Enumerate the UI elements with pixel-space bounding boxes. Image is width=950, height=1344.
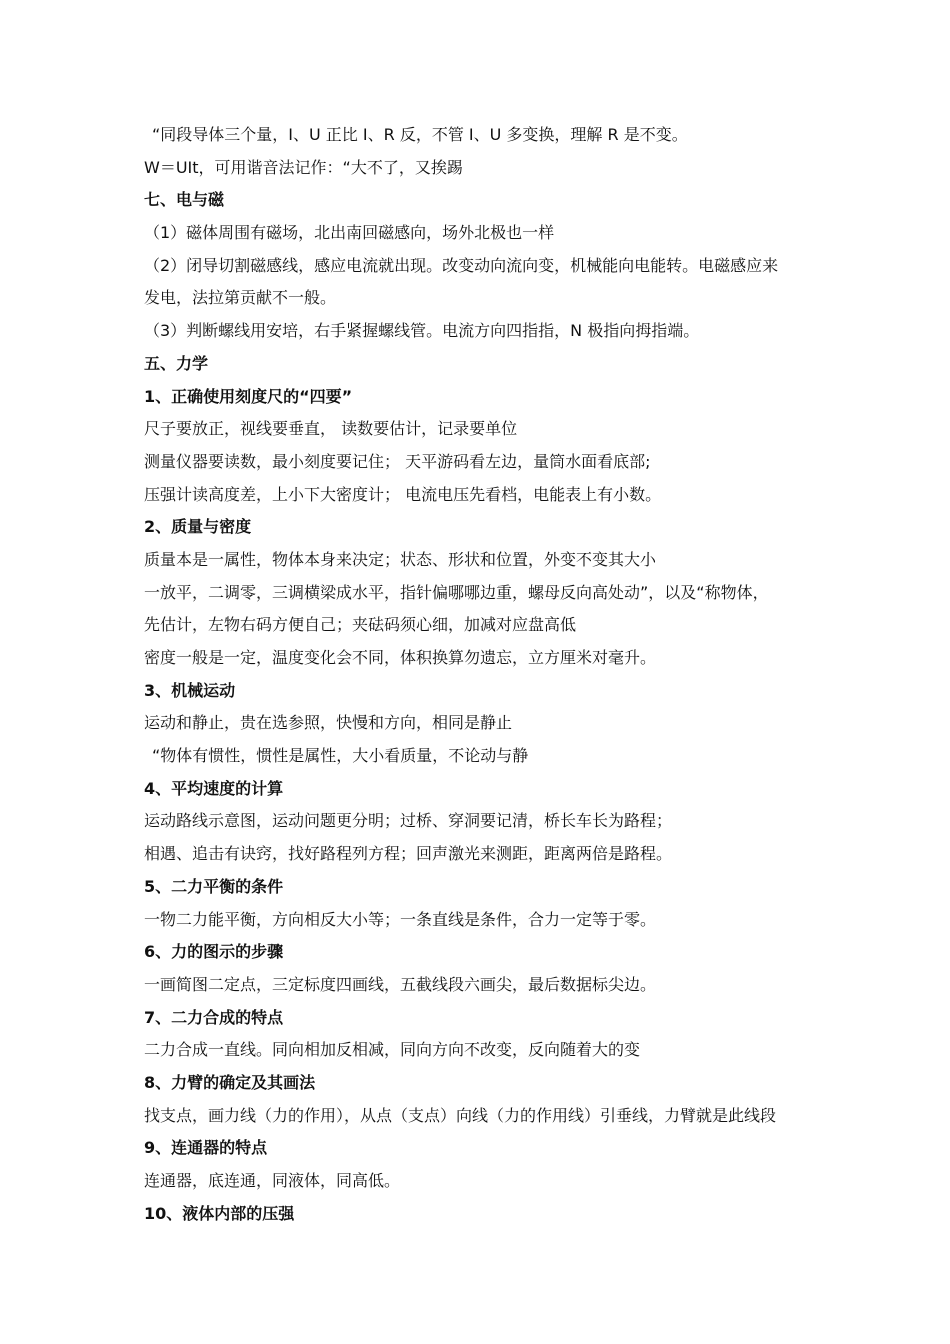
section-heading: 6、力的图示的步骤	[144, 942, 284, 962]
text-line: （1）磁体周围有磁场，北出南回磁感向，场外北极也一样	[144, 223, 555, 243]
section-heading: 2、质量与密度	[144, 517, 252, 537]
section-heading: 7、二力合成的特点	[144, 1007, 284, 1027]
section-heading: 10、液体内部的压强	[144, 1203, 295, 1223]
text-line: 找支点，画力线（力的作用），从点（支点）向线（力的作用线）引垂线，力臂就是此线段	[144, 1105, 777, 1125]
text-line: “同段导体三个量，I、U 正比 I、R 反，不管 I、U 多变换，理解 R 是不变。	[152, 125, 688, 144]
text-line: 先估计，左物右码方便自己；夹砝码须心细，加减对应盘高低	[144, 615, 577, 635]
text-line: （2）闭导切割磁感线，感应电流就出现。改变动向流向变，机械能向电能转。电磁感应来	[144, 255, 779, 275]
text-line: （3）判断螺线用安培，右手紧握螺线管。电流方向四指指，N 极指向拇指端。	[144, 321, 700, 341]
section-heading: 5、二力平衡的条件	[144, 876, 284, 896]
section-heading: 9、连通器的特点	[144, 1138, 268, 1158]
document-body	[144, 119, 824, 1230]
text-line: 连通器，底连通，同液体，同高低。	[144, 1171, 401, 1190]
section-heading: 8、力臂的确定及其画法	[144, 1072, 316, 1092]
section-heading: 1、正确使用刻度尺的“四要”	[144, 386, 353, 406]
section-heading: 七、电与磁	[144, 190, 225, 210]
section-heading: 3、机械运动	[144, 680, 236, 700]
text-line: “物体有惯性，惯性是属性，大小看质量，不论动与静	[152, 746, 529, 766]
text-line: 二力合成一直线。同向相加反相减，同向方向不改变，反向随着大的变	[144, 1040, 641, 1060]
text-line: 发电，法拉第贡献不一般。	[144, 288, 337, 308]
section-heading: 五、力学	[144, 353, 209, 373]
text-line: 一画简图二定点，三定标度四画线，五截线段六画尖，最后数据标尖边。	[144, 974, 657, 994]
text-line: 密度一般是一定，温度变化会不同，体积换算勿遗忘，立方厘米对毫升。	[144, 648, 657, 667]
text-line: 尺子要放正，视线要垂直， 读数要估计，记录要单位	[144, 419, 518, 439]
text-line: 运动和静止，贵在选参照，快慢和方向，相同是静止	[144, 713, 513, 733]
text-line: 一放平，二调零，三调横梁成水平，指针偏哪哪边重，螺母反向高处动”，以及“称物体，	[144, 582, 769, 602]
text-line: 测量仪器要读数，最小刻度要记住； 天平游码看左边，量筒水面看底部;	[144, 451, 651, 471]
text-line: W＝UIt，可用谐音法记作：“大不了，又挨踢	[144, 157, 463, 177]
text-line: 质量本是一属性，物体本身来决定；状态、形状和位置，外变不变其大小	[144, 549, 657, 569]
text-line: 相遇、追击有诀窍，找好路程列方程；回声激光来测距，距离两倍是路程。	[144, 844, 673, 864]
text-line: 运动路线示意图，运动问题更分明；过桥、穿洞要记清，桥长车长为路程；	[144, 811, 673, 831]
text-line: 压强计读高度差，上小下大密度计； 电流电压先看档，电能表上有小数。	[144, 484, 662, 504]
section-heading: 4、平均速度的计算	[144, 778, 284, 798]
text-line: 一物二力能平衡，方向相反大小等；一条直线是条件，合力一定等于零。	[144, 909, 657, 929]
